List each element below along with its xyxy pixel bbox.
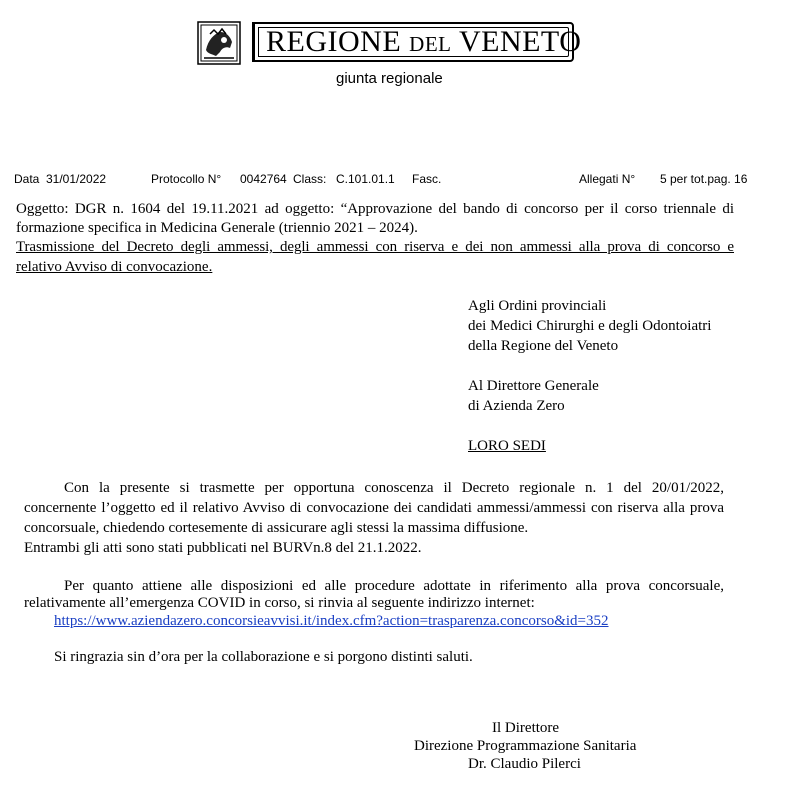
recipient-line-5: di Azienda Zero	[468, 398, 565, 414]
signature-name: Dr. Claudio Pilerci	[468, 756, 581, 772]
logo-subtitle: giunta regionale	[336, 70, 443, 87]
oggetto-line-4: relativo Avviso di convocazione.	[16, 259, 213, 275]
region-seal-icon	[196, 20, 242, 66]
body-p1-line-1: Con la presente si trasmette per opportuna conoscenza il Decreto regionale n. 1 del 20/01/2022,	[64, 480, 724, 496]
azienda-zero-link[interactable]: https://www.aziendazero.concorsieavvisi.it/index.cfm?action=trasparenza.concorso&id=352	[54, 613, 609, 629]
logo-title-veneto: VENETO	[458, 25, 582, 58]
protocollo-label: Protocollo N°	[151, 172, 222, 186]
fasc-label: Fasc.	[412, 172, 442, 186]
recipient-line-1: Agli Ordini provinciali	[468, 298, 607, 314]
signature-title: Il Direttore	[492, 720, 560, 736]
body-p3-line-2: relativamente all’emergenza COVID in corso, si rinvia al seguente indirizzo internet:	[24, 595, 535, 611]
allegati-label: Allegati N°	[579, 172, 636, 186]
signature-department: Direzione Programmazione Sanitaria	[414, 738, 637, 754]
oggetto-line-1: Oggetto: DGR n. 1604 del 19.11.2021 ad oggetto: “Approvazione del bando di concorso per il corso triennale di	[16, 201, 734, 217]
class-label: Class:	[293, 172, 327, 186]
recipient-line-2: dei Medici Chirurghi e degli Odontoiatri	[468, 318, 712, 334]
body-p1-line-3: concorsuale, chiedendo cortesemente di assicurare agli stessi la massima diffusione.	[24, 520, 529, 536]
recipient-line-4: Al Direttore Generale	[468, 378, 599, 394]
recipient-line-3: della Regione del Veneto	[468, 338, 619, 354]
body-p2: Entrambi gli atti sono stati pubblicati nel BURVn.8 del 21.1.2022.	[24, 540, 422, 556]
protocollo-value: 0042764	[240, 172, 287, 186]
logo-title-del: DEL	[409, 32, 452, 56]
recipient-loro-sedi: LORO SEDI	[468, 438, 546, 454]
oggetto-line-2: formazione specifica in Medicina Generale (triennio 2021 – 2024).	[16, 220, 418, 236]
closing-line: Si ringrazia sin d’ora per la collaborazione e si porgono distinti saluti.	[54, 649, 473, 665]
oggetto-line-3: Trasmissione del Decreto degli ammessi, degli ammessi con riserva e dei non ammessi alla prova di concorso e	[16, 239, 734, 255]
class-value: C.101.01.1	[336, 172, 395, 186]
data-value: 31/01/2022	[46, 172, 107, 186]
data-label: Data	[14, 172, 40, 186]
logo-title	[266, 25, 581, 59]
body-p3-line-1: Per quanto attiene alle disposizioni ed alle procedure adottate in riferimento alla prova concorsuale,	[64, 578, 724, 594]
allegati-value: 5 per tot.pag. 16	[660, 172, 748, 186]
logo-title-regione: REGIONE	[266, 25, 402, 58]
body-p1-line-2: concernente l’oggetto ed il relativo Avviso di convocazione dei candidati ammessi/ammessi con riserva alla prova	[24, 500, 724, 516]
